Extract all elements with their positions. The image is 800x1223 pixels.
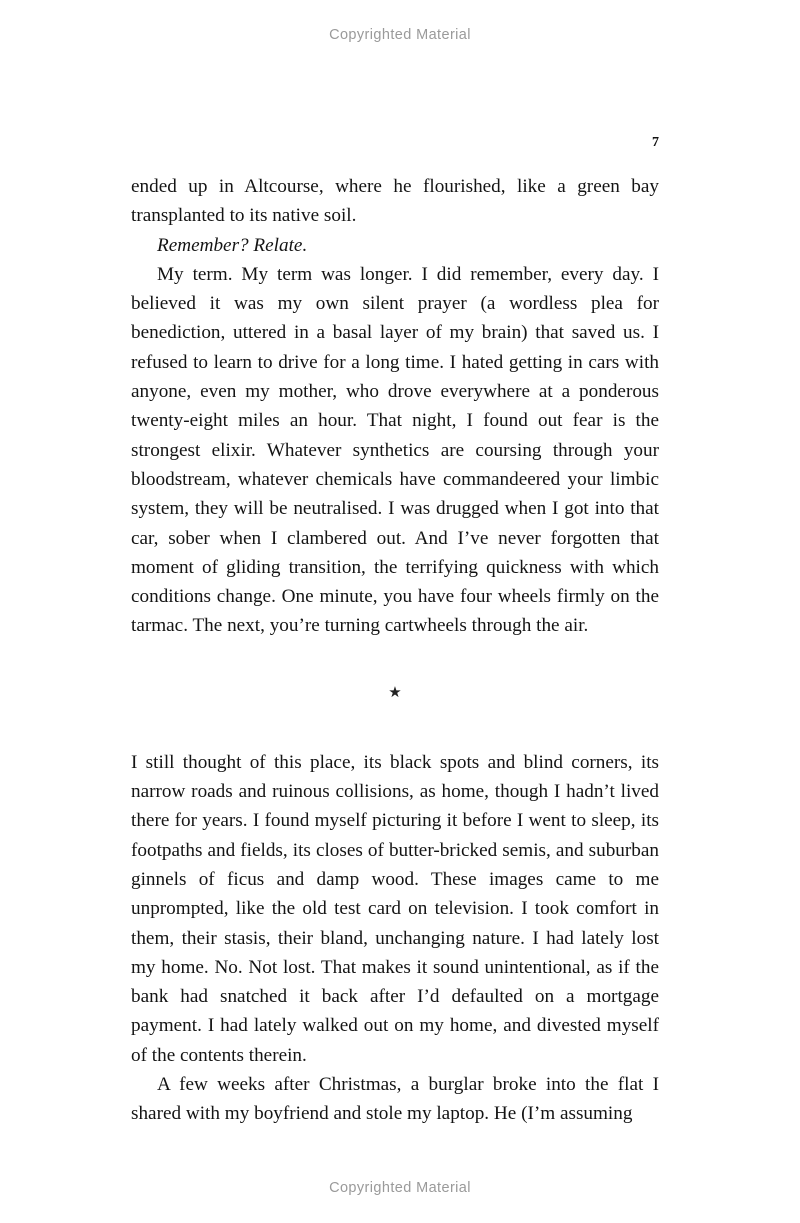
paragraph-5: A few weeks after Christmas, a burglar broke into the flat I shared with my boyfriend and stole my laptop. He (I’m assuming bbox=[131, 1074, 659, 1125]
copyright-watermark-bottom: Copyrighted Material bbox=[329, 1180, 471, 1196]
page-content bbox=[131, 136, 659, 1129]
page-number: 7 bbox=[652, 135, 659, 150]
copyright-watermark-top: Copyrighted Material bbox=[329, 27, 471, 43]
paragraph-3: My term. My term was longer. I did remember, every day. I believed it was my own silent prayer (a wordless plea for benediction, uttered in a basal layer of my brain) that saved us. I refused to learn to drive for a long time. I hated getting in cars with anyone, even my mother, who drove everywhere at a ponderous twenty-eight miles an hour. That night, I found out fear is the strongest elixir. Whatever synthetics are coursing through your bloodstream, whatever chemicals have commandeered your limbic system, they will be neutralised. I was drugged when I got into that car, sober when I clambered out. And I’ve never forgotten that moment of gliding transition, the terrifying quickness with which conditions change. One minute, you have four wheels firmly on the tarmac. The next, you’re turning cartwheels through the air. bbox=[131, 263, 659, 637]
paragraph-1: ended up in Altcourse, where he flourished, like a green bay transplanted to its native soil. bbox=[131, 176, 659, 227]
paragraph-2-italic: Remember? Relate. bbox=[157, 234, 308, 256]
section-break-ornament: ★ bbox=[388, 684, 402, 701]
paragraph-4: I still thought of this place, its black spots and blind corners, its narrow roads and ruinous collisions, as home, though I hadn’t lived there for years. I found myself picturing it before I went to sleep, its footpaths and fields, its closes of butter-bricked semis, and suburban ginnels of ficus and damp wood. These images came to me unprompted, like the old test card on television. I took comfort in them, their stasis, their bland, unchanging nature. I had lately lost my home. No. Not lost. That makes it sound unintentional, as if the bank had snatched it back after I’d defaulted on a mortgage payment. I had lately walked out on my home, and divested myself of the contents therein. bbox=[131, 751, 659, 1066]
